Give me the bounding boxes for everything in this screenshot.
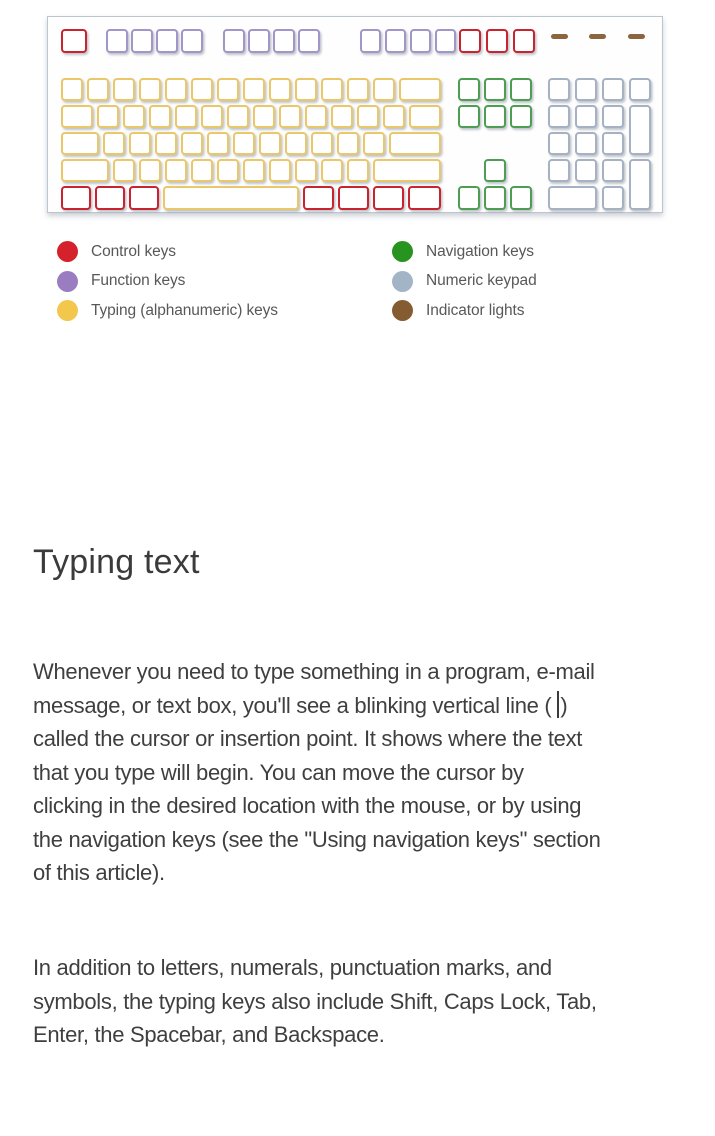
keyboard-key xyxy=(321,78,343,101)
keyboard-key xyxy=(139,159,161,182)
keyboard-key xyxy=(295,78,317,101)
keyboard-key xyxy=(61,105,93,128)
keyboard-key xyxy=(486,29,508,53)
keyboard-key xyxy=(373,78,395,101)
keyboard-key xyxy=(458,186,480,210)
keyboard-key xyxy=(458,105,480,128)
keyboard-illustration xyxy=(47,16,663,213)
keyboard-key xyxy=(575,105,597,128)
paragraph-line xyxy=(33,689,601,723)
legend-label: Control keys xyxy=(91,242,176,260)
indicator-light xyxy=(628,34,645,39)
keyboard-key xyxy=(95,186,125,210)
keyboard-key xyxy=(602,186,624,210)
keyboard-key xyxy=(373,186,404,210)
keyboard-key xyxy=(602,78,624,101)
keyboard-key xyxy=(156,29,178,53)
keyboard-key xyxy=(629,78,651,101)
keyboard-key xyxy=(165,78,187,101)
indicator-light xyxy=(551,34,568,39)
keyboard-key xyxy=(61,186,91,210)
keyboard-key xyxy=(269,159,291,182)
keyboard-key xyxy=(139,78,161,101)
keyboard-key xyxy=(321,159,343,182)
legend-item-indicator-lights xyxy=(392,300,537,321)
paragraph-line: that you type will begin. You can move the cursor by xyxy=(33,759,524,785)
keyboard-key xyxy=(97,105,119,128)
keyboard-key xyxy=(233,132,255,155)
keyboard-key xyxy=(103,132,125,155)
keyboard-key xyxy=(629,105,651,155)
keyboard-key xyxy=(181,132,203,155)
keyboard-key xyxy=(373,159,441,182)
keyboard-key xyxy=(459,29,481,53)
keyboard-key xyxy=(279,105,301,128)
paragraph-line: symbols, the typing keys also include Shift, Caps Lock, Tab, xyxy=(33,988,597,1014)
legend-item-control-keys xyxy=(57,241,278,262)
keyboard-key xyxy=(269,78,291,101)
keyboard-key xyxy=(243,159,265,182)
keyboard-key xyxy=(337,132,359,155)
keyboard-key xyxy=(303,186,334,210)
keyboard-key xyxy=(61,159,109,182)
keyboard-key xyxy=(295,159,317,182)
keyboard-key xyxy=(311,132,333,155)
keyboard-key xyxy=(347,78,369,101)
keyboard-key xyxy=(409,105,441,128)
legend-label: Navigation keys xyxy=(426,242,534,260)
keyboard-key xyxy=(575,132,597,155)
keyboard-key xyxy=(548,186,597,210)
paragraph-line: the navigation keys (see the "Using navigation keys" section xyxy=(33,826,601,852)
keyboard-key xyxy=(61,78,83,101)
keyboard-key xyxy=(602,105,624,128)
keyboard-key xyxy=(331,105,353,128)
paragraph-line: clicking in the desired location with the mouse, or by using xyxy=(33,793,582,818)
keyboard-key xyxy=(357,105,379,128)
line-text: message, or text box, you'll see a blinking vertical line ( xyxy=(33,692,552,718)
keyboard-key xyxy=(548,105,570,128)
legend-item-navigation-keys xyxy=(392,241,537,262)
paragraph-line: called the cursor or insertion point. It shows where the text xyxy=(33,726,583,751)
keyboard-key xyxy=(484,78,506,101)
keyboard-key xyxy=(113,78,135,101)
keyboard-key xyxy=(385,29,406,53)
keyboard-key xyxy=(338,186,369,210)
keyboard-key xyxy=(243,78,265,101)
legend-label: Typing (alphanumeric) keys xyxy=(91,301,278,319)
keyboard-key xyxy=(129,186,159,210)
keyboard-key xyxy=(227,105,249,128)
keyboard-key xyxy=(484,186,506,210)
keyboard-key xyxy=(106,29,128,53)
keyboard-key xyxy=(201,105,223,128)
navigation-keys-swatch-icon xyxy=(392,241,413,262)
keyboard-key xyxy=(253,105,275,128)
legend-label: Numeric keypad xyxy=(426,272,537,289)
legend-label: Function keys xyxy=(91,272,186,289)
function-keys-swatch-icon xyxy=(57,271,78,292)
typing-keys-swatch-icon xyxy=(57,300,78,321)
keyboard-key xyxy=(129,132,151,155)
keyboard-key xyxy=(113,159,135,182)
keyboard-key xyxy=(458,78,480,101)
keyboard-key xyxy=(510,105,532,128)
keyboard-key xyxy=(408,186,441,210)
keyboard-key xyxy=(513,29,535,53)
keyboard-key xyxy=(347,159,369,182)
indicator-lights-swatch-icon xyxy=(392,300,413,321)
keyboard-key xyxy=(87,78,109,101)
keyboard-key xyxy=(191,159,213,182)
legend-label: Indicator lights xyxy=(426,301,525,319)
paragraph-line: of this article). xyxy=(33,860,165,885)
legend-item-typing-keys xyxy=(57,300,278,321)
keyboard-key xyxy=(61,29,87,53)
keyboard-key xyxy=(548,78,570,101)
keyboard-key xyxy=(217,78,239,101)
keyboard-key xyxy=(61,132,99,155)
keyboard-key xyxy=(383,105,405,128)
keyboard-key xyxy=(273,29,295,53)
keyboard-key xyxy=(363,132,385,155)
keyboard-key xyxy=(410,29,431,53)
keyboard-key xyxy=(435,29,456,53)
keyboard-key xyxy=(399,78,441,101)
keyboard-key xyxy=(510,186,532,210)
keyboard-key xyxy=(217,159,239,182)
paragraph-line: Enter, the Spacebar, and Backspace. xyxy=(33,1022,385,1047)
paragraph-typing-keys xyxy=(33,951,597,1052)
page-title: Typing text xyxy=(33,543,200,581)
keyboard-key xyxy=(285,132,307,155)
control-keys-swatch-icon xyxy=(57,241,78,262)
keyboard-key xyxy=(629,159,651,210)
keyboard-key xyxy=(131,29,153,53)
keyboard-key xyxy=(207,132,229,155)
legend-item-numeric-keypad xyxy=(392,271,537,292)
keyboard-key xyxy=(298,29,320,53)
line-text: ) xyxy=(560,692,568,718)
keyboard-key xyxy=(123,105,145,128)
paragraph-line: In addition to letters, numerals, punctuation marks, and xyxy=(33,955,552,980)
keyboard-key xyxy=(484,159,506,182)
keyboard-key xyxy=(548,159,570,182)
keyboard-key xyxy=(175,105,197,128)
keyboard-key xyxy=(575,159,597,182)
keyboard-key xyxy=(575,78,597,101)
keyboard-key xyxy=(305,105,327,128)
keyboard-key xyxy=(155,132,177,155)
paragraph-line: Whenever you need to type something in a program, e-mail xyxy=(33,659,595,684)
keyboard-key xyxy=(484,105,506,128)
paragraph-typing-intro xyxy=(33,655,601,890)
keyboard-key xyxy=(165,159,187,182)
keyboard-key xyxy=(248,29,270,53)
keyboard-key xyxy=(149,105,171,128)
keyboard-key xyxy=(223,29,245,53)
keyboard-legend-right xyxy=(392,241,537,330)
keyboard-key xyxy=(510,78,532,101)
numeric-keypad-swatch-icon xyxy=(392,271,413,292)
keyboard-key xyxy=(181,29,203,53)
keyboard-legend-left xyxy=(57,241,278,330)
keyboard-key xyxy=(602,132,624,155)
legend-item-function-keys xyxy=(57,271,278,292)
keyboard-key xyxy=(548,132,570,155)
keyboard-key xyxy=(191,78,213,101)
keyboard-key xyxy=(389,132,441,155)
keyboard-key xyxy=(360,29,381,53)
indicator-light xyxy=(589,34,606,39)
keyboard-key xyxy=(259,132,281,155)
keyboard-key xyxy=(163,186,299,210)
keyboard-key xyxy=(602,159,624,182)
